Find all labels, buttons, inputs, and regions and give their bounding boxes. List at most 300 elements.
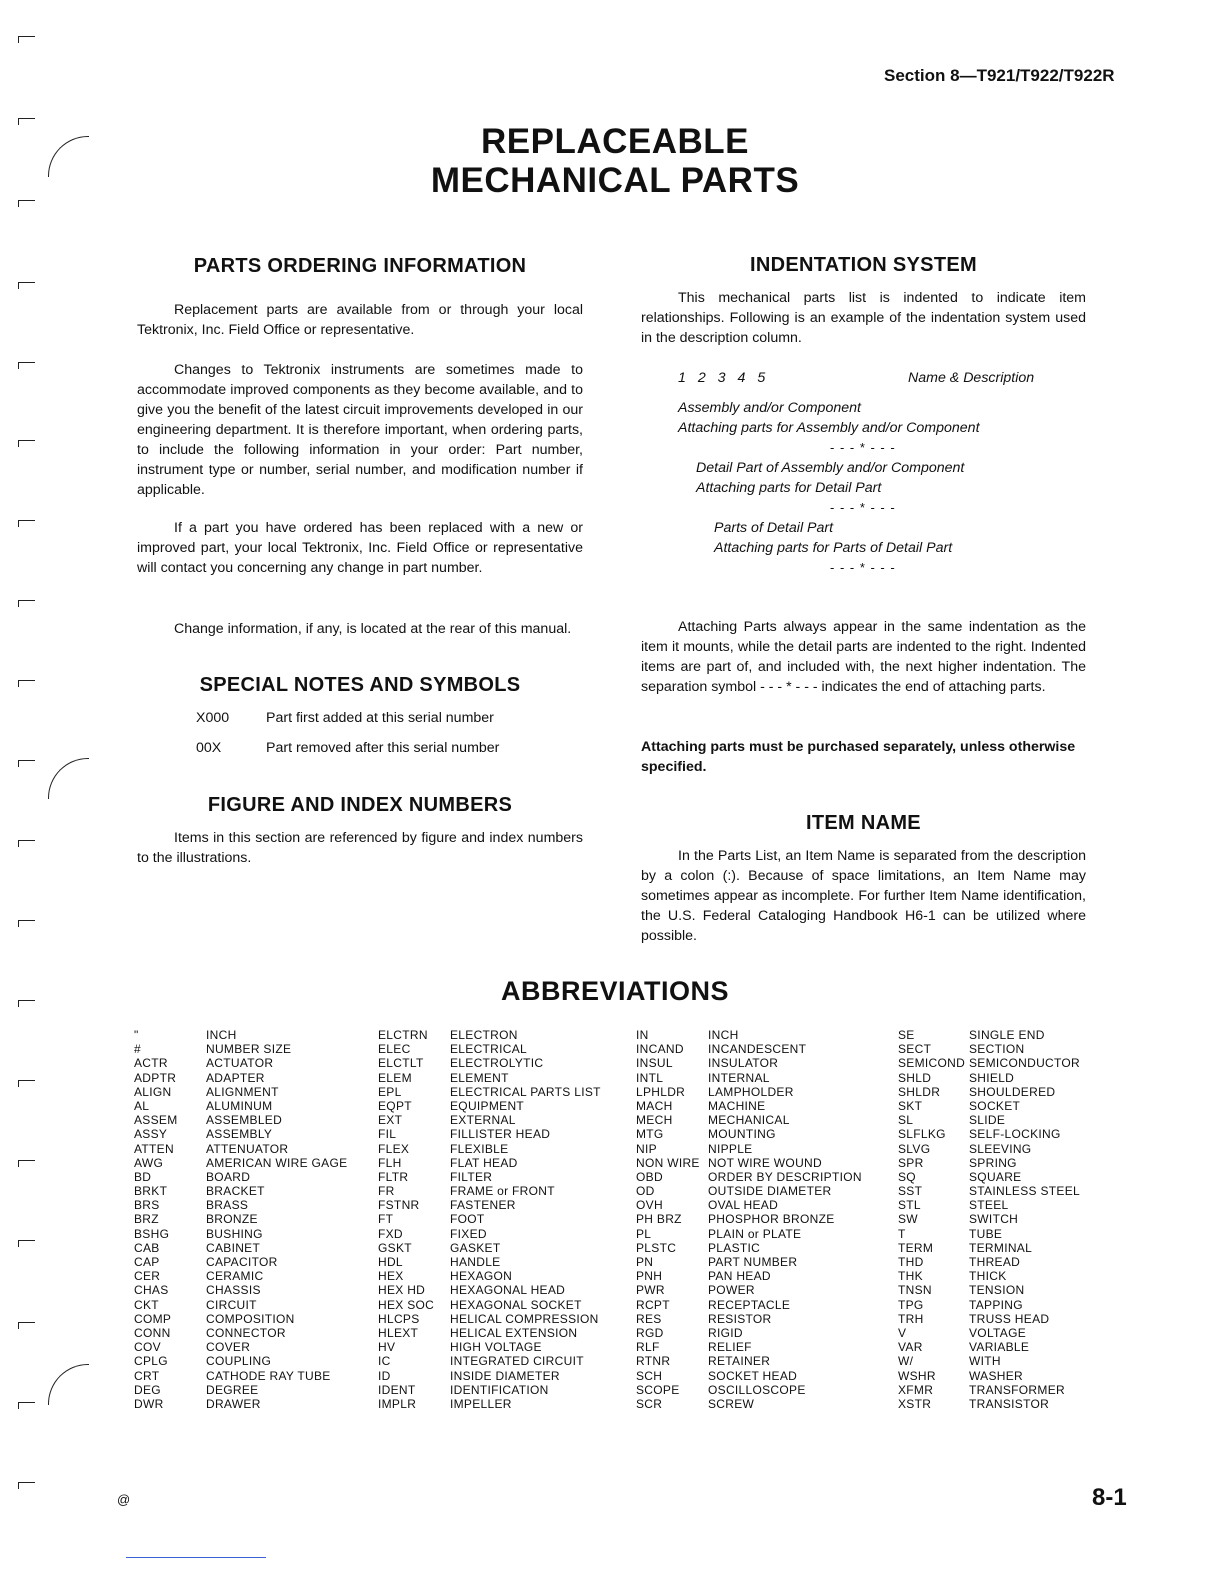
- abbreviation-meaning: TUBE: [969, 1226, 1003, 1241]
- abbreviation-row: [134, 1227, 347, 1241]
- abbreviation-row: [636, 1071, 862, 1085]
- abbreviation-meaning: RIGID: [708, 1325, 743, 1340]
- abbreviation-meaning: OSCILLOSCOPE: [708, 1382, 806, 1397]
- margin-mark: [18, 1160, 35, 1167]
- abbreviation-meaning: STEEL: [969, 1198, 1009, 1213]
- separator-symbol: - - - * - - -: [830, 440, 896, 455]
- abbreviation-meaning: ADAPTER: [206, 1070, 265, 1085]
- symbol-row: [196, 710, 494, 726]
- abbreviation-meaning: SOCKET: [969, 1098, 1021, 1113]
- abbreviation-meaning: COVER: [206, 1340, 251, 1355]
- abbreviation-code: INCAND: [636, 1042, 684, 1057]
- abbreviation-code: TNSN: [898, 1283, 932, 1298]
- abbreviation-meaning: GASKET: [450, 1240, 501, 1255]
- abbreviation-code: ACTR: [134, 1056, 168, 1071]
- abbreviation-row: [898, 1170, 1080, 1184]
- abbreviations-heading: ABBREVIATIONS: [500, 976, 729, 1006]
- abbreviation-row: [636, 1127, 862, 1141]
- abbreviation-meaning: ATTENUATOR: [206, 1141, 289, 1156]
- abbreviation-row: [378, 1283, 601, 1297]
- abbreviation-meaning: HELICAL COMPRESSION: [450, 1311, 599, 1326]
- abbreviation-code: SHLDR: [898, 1084, 941, 1099]
- abbreviation-meaning: ELEMENT: [450, 1070, 509, 1085]
- abbreviation-meaning: TENSION: [969, 1283, 1025, 1298]
- abbreviation-meaning: RESISTOR: [708, 1311, 772, 1326]
- abbreviation-row: [898, 1312, 1080, 1326]
- abbreviation-code: MECH: [636, 1113, 673, 1128]
- symbol-code: 00X: [196, 740, 222, 756]
- abbreviation-code: SKT: [898, 1098, 923, 1113]
- abbreviation-code: CAP: [134, 1255, 160, 1269]
- abbreviation-row: [378, 1383, 601, 1397]
- abbreviation-meaning: HANDLE: [450, 1255, 501, 1269]
- abbreviation-meaning: SELF-LOCKING: [969, 1127, 1061, 1142]
- abbreviation-row: [898, 1212, 1080, 1226]
- section-header: Section 8—T921/T922/T922R: [884, 66, 1115, 85]
- copyright-mark: @: [117, 1492, 131, 1507]
- abbreviation-meaning: FIXED: [450, 1226, 487, 1241]
- abbreviation-code: FT: [378, 1212, 394, 1227]
- abbreviation-meaning: FASTENER: [450, 1198, 516, 1213]
- abbreviation-meaning: WITH: [969, 1354, 1001, 1369]
- abbreviation-code: DWR: [134, 1396, 164, 1411]
- abbreviation-code: SEMICOND: [898, 1056, 966, 1071]
- abbreviation-code: BRS: [134, 1198, 160, 1213]
- abbreviation-meaning: COMPOSITION: [206, 1311, 295, 1326]
- abbreviation-meaning: AMERICAN WIRE GAGE: [206, 1155, 348, 1170]
- abbreviation-code: ": [134, 1028, 139, 1042]
- abbreviation-row: [636, 1113, 862, 1127]
- abbreviation-meaning: NIPPLE: [708, 1141, 753, 1156]
- abbreviation-meaning: RECEPTACLE: [708, 1297, 791, 1312]
- margin-mark: [18, 1080, 35, 1087]
- abbreviation-meaning: CERAMIC: [206, 1269, 264, 1284]
- abbreviation-code: SLFLKG: [898, 1127, 946, 1142]
- abbreviation-meaning: WASHER: [969, 1368, 1024, 1383]
- abbreviation-row: [636, 1369, 862, 1383]
- abbreviation-meaning: ALUMINUM: [206, 1098, 273, 1113]
- abbreviation-row: [898, 1042, 1080, 1056]
- abbreviation-row: [898, 1241, 1080, 1255]
- margin-mark: [18, 1322, 35, 1329]
- abbreviation-meaning: BRASS: [206, 1198, 249, 1213]
- abbreviation-row: [636, 1269, 862, 1283]
- abbreviation-row: [378, 1269, 601, 1283]
- abbreviation-meaning: RETAINER: [708, 1354, 771, 1369]
- abbreviation-row: [898, 1085, 1080, 1099]
- abbreviation-code: HEX SOC: [378, 1297, 435, 1312]
- abbreviation-meaning: FILTER: [450, 1169, 493, 1184]
- abbreviation-meaning: BRACKET: [206, 1184, 265, 1199]
- abbreviation-code: FLTR: [378, 1169, 409, 1184]
- attaching-parts-note: Attaching parts must be purchased separately, unless otherwise specified.: [641, 739, 1076, 775]
- abbreviation-meaning: BUSHING: [206, 1226, 263, 1241]
- abbreviation-code: SLVG: [898, 1141, 931, 1156]
- abbreviation-meaning: IDENTIFICATION: [450, 1382, 549, 1397]
- abbreviation-code: FSTNR: [378, 1198, 420, 1213]
- indent-example-l2a: Detail Part of Assembly and/or Component: [696, 460, 965, 476]
- abbreviation-row: [898, 1028, 1080, 1042]
- abbreviation-meaning: PLASTIC: [708, 1240, 761, 1255]
- abbreviation-code: FLEX: [378, 1141, 410, 1156]
- abbreviation-code: GSKT: [378, 1240, 412, 1255]
- abbreviation-code: VAR: [898, 1340, 923, 1355]
- abbreviation-row: [636, 1170, 862, 1184]
- abbreviation-code: V: [898, 1325, 907, 1340]
- abbreviation-row: [898, 1127, 1080, 1141]
- abbreviation-row: [636, 1198, 862, 1212]
- abbreviation-row: [134, 1397, 347, 1411]
- abbreviation-code: HEX HD: [378, 1283, 426, 1298]
- abbreviation-code: BRKT: [134, 1184, 168, 1199]
- abbreviation-code: PWR: [636, 1283, 665, 1298]
- abbreviation-row: [898, 1269, 1080, 1283]
- abbreviation-code: PH BRZ: [636, 1212, 682, 1227]
- abbreviation-row: [378, 1099, 601, 1113]
- abbreviation-row: [636, 1255, 862, 1269]
- abbreviation-code: EPL: [378, 1084, 402, 1099]
- abbreviation-meaning: INCH: [206, 1028, 237, 1042]
- abbreviation-meaning: PART NUMBER: [708, 1255, 798, 1269]
- abbreviation-meaning: ORDER BY DESCRIPTION: [708, 1169, 862, 1184]
- abbreviation-row: [898, 1227, 1080, 1241]
- abbreviation-meaning: MECHANICAL: [708, 1113, 790, 1128]
- abbreviation-row: [378, 1184, 601, 1198]
- abbreviation-meaning: PLAIN or PLATE: [708, 1226, 802, 1241]
- abbreviation-code: W/: [898, 1354, 914, 1369]
- abbreviation-meaning: BRONZE: [206, 1212, 258, 1227]
- abbreviation-row: [898, 1071, 1080, 1085]
- abbreviation-code: CPLG: [134, 1354, 168, 1369]
- abbreviation-code: CHAS: [134, 1283, 169, 1298]
- parts-ordering-p4: Change information, if any, is located at the rear of this manual.: [174, 621, 572, 637]
- abbreviation-row: [134, 1283, 347, 1297]
- abbreviation-meaning: VOLTAGE: [969, 1325, 1027, 1340]
- abbreviation-row: [134, 1241, 347, 1255]
- abbreviation-meaning: PAN HEAD: [708, 1269, 771, 1284]
- abbreviation-row: [898, 1255, 1080, 1269]
- abbreviation-meaning: CHASSIS: [206, 1283, 261, 1298]
- abbreviation-meaning: INTEGRATED CIRCUIT: [450, 1354, 584, 1369]
- name-description-label: Name & Description: [908, 370, 1035, 386]
- abbreviation-row: [636, 1156, 862, 1170]
- abbreviation-row: [134, 1099, 347, 1113]
- abbreviation-code: MTG: [636, 1127, 664, 1142]
- abbreviation-meaning: HEXAGONAL SOCKET: [450, 1297, 582, 1312]
- parts-ordering-p1: Replacement parts are available from or through your local Tektronix, Inc. Field Office or representative.: [137, 302, 583, 338]
- abbreviation-code: CER: [134, 1269, 161, 1284]
- abbreviation-meaning: INSULATOR: [708, 1056, 779, 1071]
- abbreviation-row: [134, 1340, 347, 1354]
- page-title: [300, 122, 930, 200]
- special-notes-heading: SPECIAL NOTES AND SYMBOLS: [199, 674, 521, 696]
- abbreviation-code: SL: [898, 1113, 914, 1128]
- abbreviation-row: [636, 1099, 862, 1113]
- indent-example-l3a: Parts of Detail Part: [714, 520, 834, 536]
- abbreviation-meaning: STAINLESS STEEL: [969, 1184, 1080, 1199]
- abbreviation-code: ELEM: [378, 1070, 412, 1085]
- margin-mark: [18, 520, 35, 527]
- separator-symbol: - - - * - - -: [830, 560, 896, 575]
- abbreviation-row: [134, 1085, 347, 1099]
- abbreviation-meaning: ELECTROLYTIC: [450, 1056, 544, 1071]
- abbreviation-row: [636, 1241, 862, 1255]
- abbreviation-row: [378, 1198, 601, 1212]
- abbreviation-meaning: SLEEVING: [969, 1141, 1032, 1156]
- abbreviation-row: [134, 1298, 347, 1312]
- abbreviation-code: ELEC: [378, 1042, 411, 1057]
- abbreviation-meaning: COUPLING: [206, 1354, 272, 1369]
- item-name-heading: ITEM NAME: [806, 812, 921, 834]
- abbreviation-row: [378, 1170, 601, 1184]
- abbreviation-code: T: [898, 1226, 906, 1241]
- margin-mark: [18, 440, 35, 447]
- abbreviation-row: [134, 1113, 347, 1127]
- abbreviation-row: [898, 1142, 1080, 1156]
- abbreviation-row: [134, 1354, 347, 1368]
- abbreviation-code: IC: [378, 1354, 391, 1369]
- margin-mark: [18, 840, 35, 847]
- abbreviation-meaning: INCH: [708, 1028, 739, 1042]
- abbreviation-code: THK: [898, 1269, 923, 1284]
- abbreviation-meaning: THREAD: [969, 1255, 1021, 1269]
- abbreviation-meaning: FOOT: [450, 1212, 485, 1227]
- abbreviation-row: [134, 1170, 347, 1184]
- abbreviation-meaning: SHOULDERED: [969, 1084, 1056, 1099]
- abbreviations-column-3: [636, 1028, 862, 1411]
- abbreviation-row: [898, 1283, 1080, 1297]
- parts-ordering-heading: PARTS ORDERING INFORMATION: [193, 255, 527, 277]
- abbreviation-meaning: SOCKET HEAD: [708, 1368, 798, 1383]
- abbreviation-meaning: CIRCUIT: [206, 1297, 257, 1312]
- abbreviation-meaning: PHOSPHOR BRONZE: [708, 1212, 835, 1227]
- abbreviation-code: STL: [898, 1198, 921, 1213]
- margin-arc: [48, 1364, 89, 1405]
- abbreviation-meaning: ALIGNMENT: [206, 1084, 279, 1099]
- abbreviation-row: [898, 1369, 1080, 1383]
- abbreviation-row: [898, 1184, 1080, 1198]
- abbreviation-meaning: LAMPHOLDER: [708, 1084, 794, 1099]
- margin-mark: [18, 1000, 35, 1007]
- abbreviation-row: [378, 1156, 601, 1170]
- abbreviation-code: RGD: [636, 1325, 664, 1340]
- abbreviation-row: [378, 1312, 601, 1326]
- abbreviation-row: [636, 1227, 862, 1241]
- abbreviations-column-2: [378, 1028, 601, 1411]
- abbreviation-row: [636, 1042, 862, 1056]
- abbreviation-code: IN: [636, 1028, 649, 1042]
- abbreviation-code: HV: [378, 1340, 396, 1355]
- abbreviation-code: IDENT: [378, 1382, 416, 1397]
- abbreviation-row: [898, 1056, 1080, 1070]
- indent-example-l2b: Attaching parts for Detail Part: [696, 480, 882, 496]
- abbreviation-meaning: SWITCH: [969, 1212, 1019, 1227]
- abbreviation-row: [134, 1326, 347, 1340]
- abbreviation-row: [378, 1340, 601, 1354]
- abbreviation-meaning: TRANSFORMER: [969, 1382, 1065, 1397]
- abbreviation-row: [898, 1298, 1080, 1312]
- abbreviation-row: [378, 1142, 601, 1156]
- abbreviation-row: [134, 1142, 347, 1156]
- abbreviation-meaning: ACTUATOR: [206, 1056, 274, 1071]
- abbreviation-code: TRH: [898, 1311, 924, 1326]
- abbreviation-code: PN: [636, 1255, 654, 1269]
- margin-mark: [18, 1402, 35, 1409]
- abbreviation-meaning: SPRING: [969, 1155, 1017, 1170]
- abbreviation-meaning: MOUNTING: [708, 1127, 776, 1142]
- abbreviation-meaning: SHIELD: [969, 1070, 1015, 1085]
- abbreviation-code: INSUL: [636, 1056, 673, 1071]
- abbreviation-row: [898, 1326, 1080, 1340]
- abbreviation-code: HEX: [378, 1269, 404, 1284]
- abbreviation-code: OBD: [636, 1169, 663, 1184]
- abbreviation-meaning: SQUARE: [969, 1169, 1022, 1184]
- abbreviation-row: [134, 1127, 347, 1141]
- abbreviation-meaning: INCANDESCENT: [708, 1042, 807, 1057]
- abbreviation-row: [898, 1198, 1080, 1212]
- abbreviation-row: [378, 1241, 601, 1255]
- margin-arc: [48, 758, 89, 799]
- abbreviation-code: INTL: [636, 1070, 664, 1085]
- abbreviation-meaning: VARIABLE: [969, 1340, 1030, 1355]
- abbreviation-row: [378, 1255, 601, 1269]
- abbreviation-code: ALIGN: [134, 1084, 172, 1099]
- abbreviation-row: [378, 1212, 601, 1226]
- abbreviation-code: BRZ: [134, 1212, 159, 1227]
- abbreviation-meaning: OUTSIDE DIAMETER: [708, 1184, 832, 1199]
- abbreviation-code: RES: [636, 1311, 662, 1326]
- figure-index-heading: FIGURE AND INDEX NUMBERS: [207, 794, 513, 816]
- abbreviation-row: [378, 1127, 601, 1141]
- abbreviation-meaning: POWER: [708, 1283, 755, 1298]
- abbreviation-code: MACH: [636, 1098, 673, 1113]
- abbreviation-meaning: SECTION: [969, 1042, 1025, 1057]
- indentation-heading: INDENTATION SYSTEM: [750, 254, 977, 276]
- abbreviation-meaning: TERMINAL: [969, 1240, 1033, 1255]
- abbreviation-code: COV: [134, 1340, 161, 1355]
- margin-arc: [48, 136, 89, 177]
- abbreviation-row: [898, 1340, 1080, 1354]
- indentation-p2: Attaching Parts always appear in the same indentation as the item it mounts, while the detail parts are indented to the right. Indented items are part of, and included with, the next higher indentation. The separation symbol - - - * - - - indicates the end of attaching parts.: [641, 619, 1086, 695]
- abbreviation-row: [134, 1312, 347, 1326]
- abbreviation-meaning: INSIDE DIAMETER: [450, 1368, 560, 1383]
- abbreviation-code: ASSEM: [134, 1113, 178, 1128]
- abbreviation-meaning: FLAT HEAD: [450, 1155, 518, 1170]
- abbreviations-column-4: [898, 1028, 1080, 1411]
- abbreviation-row: [134, 1156, 347, 1170]
- abbreviation-code: IMPLR: [378, 1396, 417, 1411]
- margin-mark: [18, 36, 35, 43]
- abbreviation-row: [898, 1156, 1080, 1170]
- abbreviation-row: [134, 1269, 347, 1283]
- abbreviation-row: [636, 1212, 862, 1226]
- abbreviation-row: [378, 1326, 601, 1340]
- abbreviation-meaning: EQUIPMENT: [450, 1098, 525, 1113]
- abbreviation-meaning: EXTERNAL: [450, 1113, 516, 1128]
- abbreviation-code: OVH: [636, 1198, 663, 1213]
- abbreviation-row: [636, 1326, 862, 1340]
- page-title-line-2: MECHANICAL PARTS: [430, 161, 800, 200]
- abbreviation-meaning: CATHODE RAY TUBE: [206, 1368, 331, 1383]
- abbreviation-meaning: HEXAGONAL HEAD: [450, 1283, 566, 1298]
- abbreviation-row: [378, 1113, 601, 1127]
- abbreviation-row: [636, 1184, 862, 1198]
- abbreviation-meaning: BOARD: [206, 1169, 251, 1184]
- abbreviation-row: [134, 1198, 347, 1212]
- abbreviation-code: PLSTC: [636, 1240, 677, 1255]
- abbreviation-code: FIL: [378, 1127, 397, 1142]
- abbreviation-meaning: CAPACITOR: [206, 1255, 278, 1269]
- abbreviation-code: OD: [636, 1184, 655, 1199]
- abbreviation-code: DEG: [134, 1382, 161, 1397]
- abbreviation-code: SQ: [898, 1169, 916, 1184]
- indent-example-l1b: Attaching parts for Assembly and/or Component: [678, 420, 980, 436]
- parts-ordering-p3: If a part you have ordered has been replaced with a new or improved part, your local Tektronix, Inc. Field Office or representative will contact you concerning any change in part number.: [137, 520, 583, 576]
- abbreviation-meaning: CABINET: [206, 1240, 261, 1255]
- abbreviation-code: FR: [378, 1184, 395, 1199]
- abbreviation-code: SCR: [636, 1396, 663, 1411]
- abbreviation-row: [378, 1227, 601, 1241]
- abbreviation-code: XSTR: [898, 1396, 932, 1411]
- abbreviation-code: THD: [898, 1255, 924, 1269]
- abbreviation-meaning: FLEXIBLE: [450, 1141, 509, 1156]
- abbreviation-code: BSHG: [134, 1226, 170, 1241]
- abbreviation-code: AL: [134, 1098, 150, 1113]
- abbreviation-code: HLCPS: [378, 1311, 420, 1326]
- abbreviation-code: EXT: [378, 1113, 403, 1128]
- abbreviation-meaning: SEMICONDUCTOR: [969, 1056, 1081, 1071]
- abbreviation-code: FLH: [378, 1155, 402, 1170]
- margin-mark: [18, 118, 35, 125]
- margin-mark: [18, 1240, 35, 1247]
- abbreviation-meaning: SCREW: [708, 1396, 755, 1411]
- abbreviation-meaning: DEGREE: [206, 1382, 259, 1397]
- abbreviation-row: [378, 1042, 601, 1056]
- abbreviation-meaning: ELECTRICAL: [450, 1042, 528, 1057]
- abbreviation-meaning: NUMBER SIZE: [206, 1042, 292, 1057]
- abbreviation-row: [378, 1369, 601, 1383]
- abbreviation-meaning: THICK: [969, 1269, 1007, 1284]
- abbreviation-meaning: ELECTRICAL PARTS LIST: [450, 1084, 601, 1099]
- abbreviation-row: [636, 1142, 862, 1156]
- abbreviation-code: RCPT: [636, 1297, 670, 1312]
- margin-mark: [18, 920, 35, 927]
- margin-mark: [18, 680, 35, 687]
- abbreviation-code: SW: [898, 1212, 918, 1227]
- abbreviation-row: [636, 1340, 862, 1354]
- margin-mark: [18, 200, 35, 207]
- indent-levels: 1 2 3 4 5: [678, 370, 770, 386]
- margin-mark: [18, 1482, 35, 1489]
- abbreviation-row: [636, 1028, 862, 1042]
- bottom-rule: [126, 1557, 266, 1558]
- abbreviation-code: AWG: [134, 1155, 164, 1170]
- symbol-text: Part first added at this serial number: [266, 710, 494, 726]
- abbreviation-row: [134, 1184, 347, 1198]
- parts-ordering-p2: Changes to Tektronix instruments are sometimes made to accommodate improved components as they become available, and to give you the benefit of the latest circuit improvements developed in our engineering department. It is therefore important, when ordering parts, to include the following information in your order: Part number, instrument type or number, serial number, and modification number if applicable.: [137, 362, 583, 498]
- abbreviation-code: SECT: [898, 1042, 932, 1057]
- abbreviation-code: SST: [898, 1184, 923, 1199]
- abbreviation-code: LPHLDR: [636, 1084, 686, 1099]
- abbreviation-code: HLEXT: [378, 1325, 419, 1340]
- abbreviation-meaning: SINGLE END: [969, 1028, 1045, 1042]
- abbreviation-code: SCH: [636, 1368, 663, 1383]
- abbreviation-code: ADPTR: [134, 1070, 177, 1085]
- abbreviation-code: ID: [378, 1368, 391, 1383]
- abbreviation-meaning: TRANSISTOR: [969, 1396, 1050, 1411]
- abbreviation-meaning: HELICAL EXTENSION: [450, 1325, 578, 1340]
- abbreviation-row: [636, 1354, 862, 1368]
